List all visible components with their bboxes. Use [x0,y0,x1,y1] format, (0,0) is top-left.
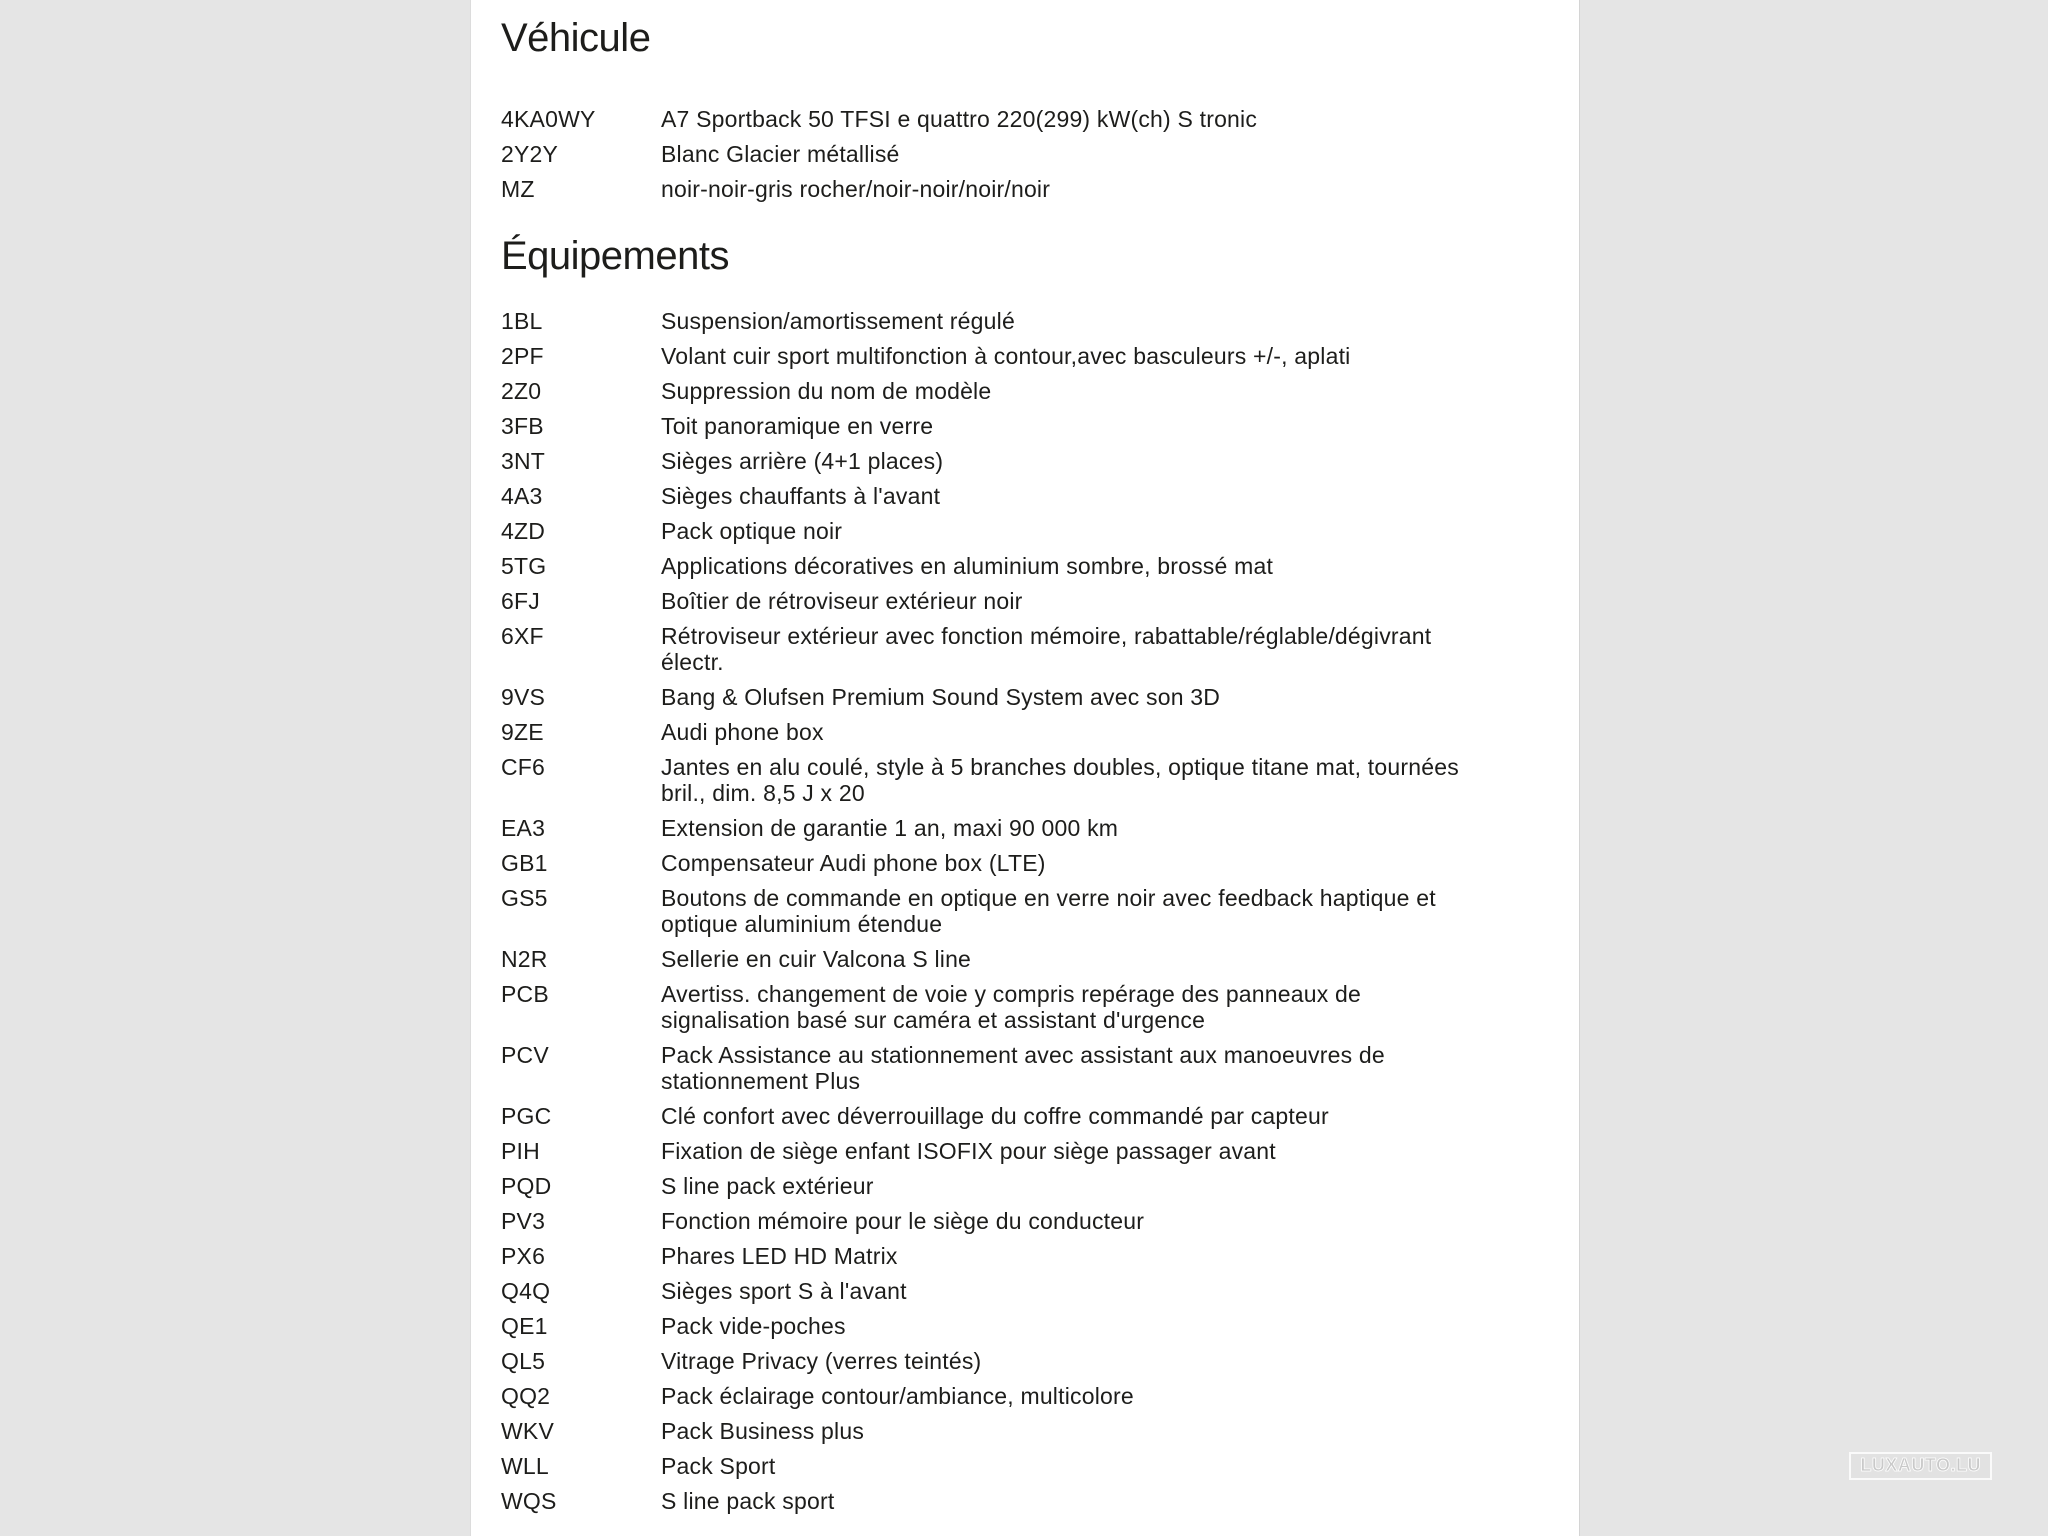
equipment-option-code: PGC [501,1103,552,1129]
equipment-row [501,754,1579,806]
equipment-row [501,518,1579,544]
equipment-rows [501,308,1579,1514]
equipment-option-code: WLL [501,1453,549,1479]
equipment-option-code: QL5 [501,1348,546,1374]
equipment-option-description: Pack Sport [661,1453,776,1479]
equipment-row [501,1103,1579,1129]
equipment-row [501,981,1579,1033]
equipment-option-code: QQ2 [501,1383,551,1409]
vehicle-option-code: 4KA0WY [501,106,596,132]
equipment-option-code: CF6 [501,754,546,780]
equipment-option-description: Rétroviseur extérieur avec fonction mémoire, rabattable/réglable/dégivrant électr. [661,623,1432,675]
equipment-row [501,413,1579,439]
equipment-option-description: Applications décoratives en aluminium sombre, brossé mat [661,553,1274,579]
equipment-row [501,946,1579,972]
equipment-option-code: 4ZD [501,518,546,544]
equipment-option-description: Sellerie en cuir Valcona S line [661,946,972,972]
equipment-option-description: Toit panoramique en verre [661,413,934,439]
equipment-row [501,1418,1579,1444]
vehicle-option-description: noir-noir-gris rocher/noir-noir/noir/noir [661,176,1051,202]
equipment-option-description: Audi phone box [661,719,824,745]
equipment-option-description: Clé confort avec déverrouillage du coffre commandé par capteur [661,1103,1329,1129]
equipment-row [501,850,1579,876]
equipment-option-code: QE1 [501,1313,548,1339]
equipment-option-description: Extension de garantie 1 an, maxi 90 000 km [661,815,1119,841]
equipment-option-description: S line pack extérieur [661,1173,874,1199]
equipment-option-code: WKV [501,1418,554,1444]
equipment-option-code: 6FJ [501,588,540,614]
equipment-row [501,684,1579,710]
equipment-option-code: GB1 [501,850,548,876]
equipment-row [501,588,1579,614]
equipment-row [501,1488,1579,1514]
equipment-row [501,308,1579,334]
equipment-option-code: Q4Q [501,1278,551,1304]
equipment-option-description: Volant cuir sport multifonction à contour,avec basculeurs +/-, aplati [661,343,1351,369]
equipment-row [501,1138,1579,1164]
vehicle-row [501,176,1579,202]
equipment-option-code: 9VS [501,684,546,710]
vehicle-rows [501,106,1579,202]
equipment-row [501,1348,1579,1374]
vehicle-option-description: Blanc Glacier métallisé [661,141,900,167]
luxauto-watermark: LUXAUTO.LU [1849,1452,1992,1480]
equipment-section-title: Équipements [501,234,729,278]
spec-sheet [470,0,1580,1536]
equipment-option-code: PQD [501,1173,552,1199]
equipment-row [501,1173,1579,1199]
equipment-option-description: Pack Business plus [661,1418,865,1444]
equipment-option-code: 9ZE [501,719,544,745]
equipment-option-code: 5TG [501,553,547,579]
vehicle-row [501,106,1579,132]
equipment-option-code: 3FB [501,413,544,439]
equipment-option-description: Pack éclairage contour/ambiance, multicolore [661,1383,1134,1409]
equipment-option-description: Boutons de commande en optique en verre noir avec feedback haptique et optique aluminium étendue [661,885,1436,937]
equipment-option-code: N2R [501,946,548,972]
equipment-option-description: Pack vide-poches [661,1313,846,1339]
equipment-option-code: 2PF [501,343,544,369]
equipment-option-description: Bang & Olufsen Premium Sound System avec son 3D [661,684,1221,710]
equipment-option-description: Pack Assistance au stationnement avec assistant aux manoeuvres de stationnement Plus [661,1042,1385,1094]
equipment-row [501,378,1579,404]
equipment-option-code: PCB [501,981,549,1007]
equipment-row [501,1243,1579,1269]
equipment-option-description: Suppression du nom de modèle [661,378,992,404]
equipment-option-description: Pack optique noir [661,518,843,544]
vehicle-section-title: Véhicule [501,16,651,60]
equipment-option-code: 1BL [501,308,543,334]
equipment-row [501,1383,1579,1409]
equipment-row [501,885,1579,937]
equipment-option-code: 3NT [501,448,546,474]
vehicle-option-code: MZ [501,176,535,202]
equipment-option-description: Sièges chauffants à l'avant [661,483,941,509]
equipment-row [501,343,1579,369]
equipment-option-description: Jantes en alu coulé, style à 5 branches doubles, optique titane mat, tournées bril., dim. 8,5 J x 20 [661,754,1459,806]
equipment-option-code: 2Z0 [501,378,542,404]
vehicle-option-description: A7 Sportback 50 TFSI e quattro 220(299) kW(ch) S tronic [661,106,1258,132]
vehicle-option-code: 2Y2Y [501,141,559,167]
equipment-option-description: Fixation de siège enfant ISOFIX pour siège passager avant [661,1138,1276,1164]
equipment-option-description: Compensateur Audi phone box (LTE) [661,850,1046,876]
equipment-option-description: Suspension/amortissement régulé [661,308,1015,334]
equipment-option-description: Vitrage Privacy (verres teintés) [661,1348,982,1374]
equipment-row [501,1208,1579,1234]
equipment-option-description: Avertiss. changement de voie y compris repérage des panneaux de signalisation basé sur caméra et assistant d'urgence [661,981,1362,1033]
equipment-option-description: Sièges arrière (4+1 places) [661,448,944,474]
equipment-option-code: GS5 [501,885,548,911]
equipment-row [501,553,1579,579]
equipment-row [501,1453,1579,1479]
equipment-option-description: Boîtier de rétroviseur extérieur noir [661,588,1023,614]
equipment-option-code: EA3 [501,815,546,841]
equipment-row [501,1278,1579,1304]
equipment-option-description: Phares LED HD Matrix [661,1243,898,1269]
equipment-row [501,623,1579,675]
equipment-option-code: PX6 [501,1243,546,1269]
equipment-option-description: Sièges sport S à l'avant [661,1278,907,1304]
equipment-row [501,815,1579,841]
equipment-row [501,1042,1579,1094]
equipment-option-code: 6XF [501,623,544,649]
equipment-row [501,1313,1579,1339]
equipment-row [501,719,1579,745]
equipment-option-description: Fonction mémoire pour le siège du conducteur [661,1208,1145,1234]
equipment-option-code: 4A3 [501,483,543,509]
equipment-option-code: PCV [501,1042,549,1068]
equipment-option-code: WQS [501,1488,557,1514]
equipment-row [501,448,1579,474]
equipment-option-description: S line pack sport [661,1488,835,1514]
equipment-option-code: PIH [501,1138,540,1164]
vehicle-row [501,141,1579,167]
equipment-option-code: PV3 [501,1208,546,1234]
equipment-row [501,483,1579,509]
